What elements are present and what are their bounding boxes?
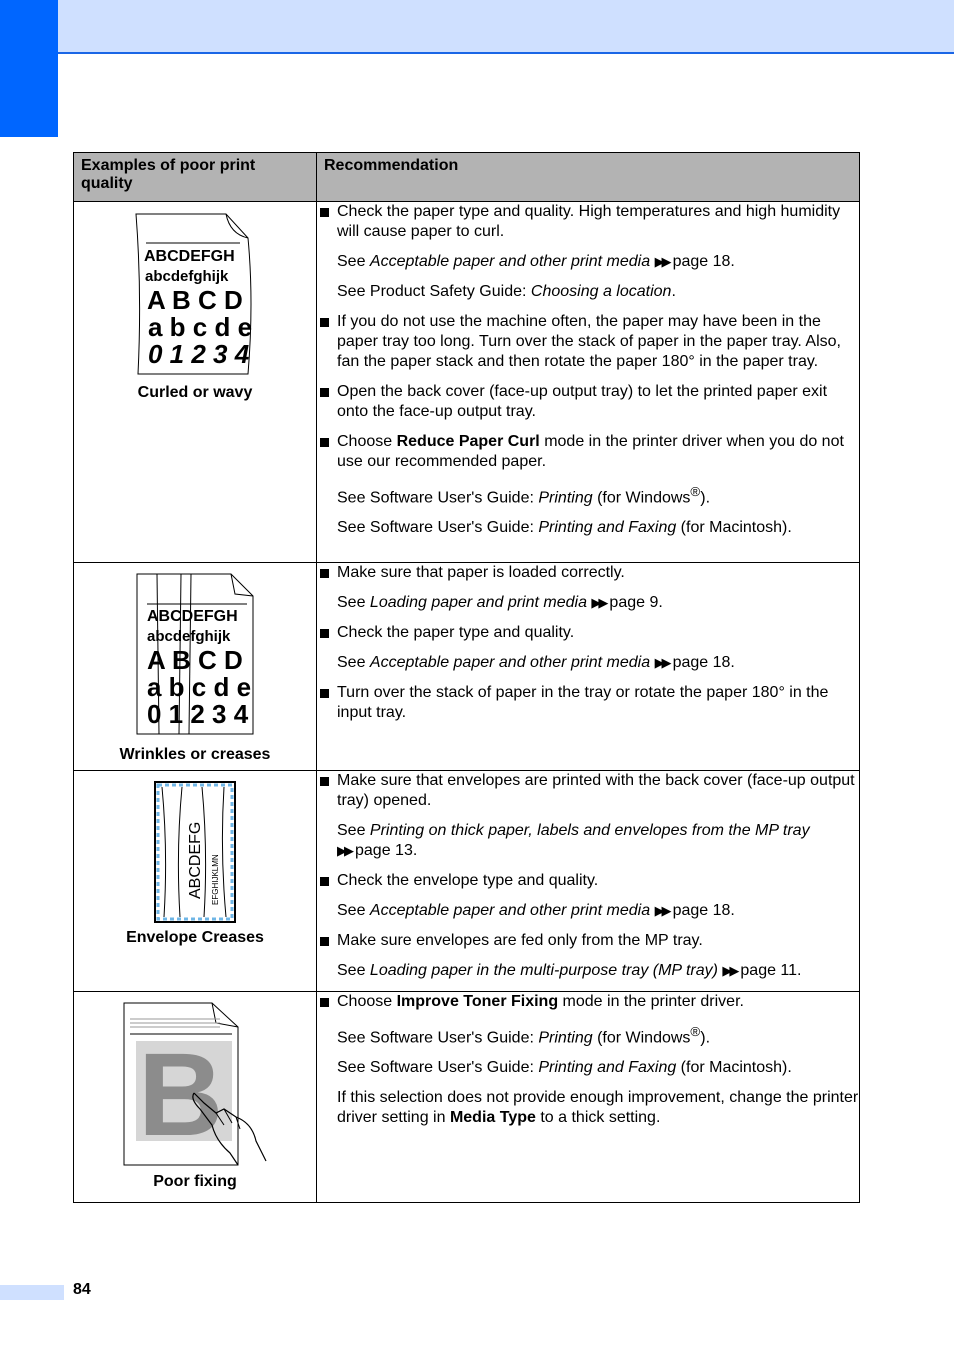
table-row [74, 202, 860, 563]
bullet-item [317, 312, 859, 372]
text-run: Turn over the stack of paper in the tray or rotate the paper 180° in the input tray. [337, 684, 829, 721]
double-arrow-icon: ▶▶ [337, 843, 351, 858]
text-run: (for Windows [592, 489, 691, 507]
example-cell [74, 771, 317, 992]
text-run: See [337, 962, 370, 979]
text-run: Printing and Faxing [538, 519, 677, 537]
sample-line-5: 0 1 2 3 4 [148, 339, 250, 369]
reference-note [317, 653, 859, 673]
reference-note [317, 252, 859, 272]
text-run [650, 654, 654, 671]
text-run: Printing and Faxing [538, 1059, 677, 1077]
reference-note [317, 961, 859, 981]
example-caption: Curled or wavy [137, 384, 253, 401]
text-run: Printing [538, 489, 593, 507]
reference-note [317, 1022, 859, 1048]
envelope-crease-illustration [154, 781, 236, 923]
text-run: Reduce Paper Curl [396, 433, 540, 450]
bullet-item [317, 992, 859, 1012]
curled-paper-illustration [130, 212, 260, 378]
recommendation-cell [317, 771, 860, 992]
sample-line-1: ABCDEFGH [144, 248, 235, 265]
text-run: Printing on thick paper, labels and envelopes from the MP tray [369, 822, 810, 839]
text-run: ). [700, 489, 711, 507]
text-run: See Software User's Guide: [337, 1029, 539, 1047]
text-run: See Software User's Guide: [337, 1059, 539, 1077]
reference-note [317, 518, 859, 538]
text-run: Choose [337, 993, 397, 1010]
text-run: Check the paper type and quality. [337, 624, 575, 641]
text-run: Check the envelope type and quality. [337, 872, 599, 889]
text-run: mode in the printer driver. [558, 993, 744, 1010]
recommendation-cell [317, 202, 860, 563]
text-run: Make sure envelopes are fed only from the MP tray. [337, 932, 703, 949]
recommendation-cell [317, 563, 860, 771]
sample-line-3: A B C D [147, 285, 243, 315]
poor-fixing-illustration [120, 1001, 270, 1167]
sample-line-4: a b c d e [147, 672, 252, 702]
text-run: If this selection does not provide enough improvement, change the printer driver setting in [337, 1089, 859, 1127]
bullet-item [317, 202, 859, 242]
chapter-tab [0, 0, 58, 137]
text-run: page 11. [740, 962, 802, 979]
sample-line-5: 0 1 2 3 4 [147, 699, 249, 729]
text-run: See [337, 594, 370, 611]
example-caption: Poor fixing [153, 1173, 237, 1190]
text-run: Improve Toner Fixing [396, 993, 559, 1010]
text-run: page 18. [672, 253, 735, 270]
text-run: Printing [538, 1029, 593, 1047]
double-arrow-icon: ▶▶ [591, 595, 606, 610]
double-arrow-icon: ▶▶ [722, 963, 737, 978]
text-run: ® [690, 484, 701, 499]
reference-note [317, 1058, 859, 1078]
table-header-row [74, 153, 860, 202]
sample-line-1: ABCDEFGH [147, 608, 238, 625]
wrinkled-paper-illustration [135, 572, 255, 738]
text-run: Media Type [449, 1109, 536, 1127]
double-arrow-icon: ▶▶ [654, 254, 669, 269]
bullet-item [317, 382, 859, 422]
bullet-item [317, 432, 859, 472]
text-run: mode in the printer driver when you do not use our recommended paper. [337, 433, 844, 470]
bullet-item [317, 683, 859, 723]
text-run: Open the back cover (face-up output tray) to let the printed paper exit onto the face-up output tray. [337, 383, 828, 420]
envelope-sample-text: ABCDEFG [187, 821, 204, 899]
text-run: Check the paper type and quality. High temperatures and high humidity will cause paper to curl. [337, 203, 841, 240]
sample-line-4: a b c d e [148, 312, 253, 342]
text-run: (for Windows [592, 1029, 691, 1047]
reference-note [317, 901, 859, 921]
text-run [650, 902, 654, 919]
example-cell [74, 992, 317, 1203]
reference-note [317, 482, 859, 508]
text-run: Acceptable paper and other print media [369, 902, 651, 919]
text-run [650, 253, 654, 270]
example-cell [74, 202, 317, 563]
text-run: (for Macintosh). [676, 1059, 792, 1077]
smudged-letter: B [138, 1029, 224, 1161]
reference-note [317, 282, 859, 302]
text-run: See Product Safety Guide: [337, 283, 531, 300]
text-run: See [337, 822, 370, 839]
text-run: page 18. [672, 902, 735, 919]
sample-line-3: A B C D [147, 645, 243, 675]
sample-line-2: abcdefghijk [145, 268, 229, 285]
header-recommendation: Recommendation [317, 153, 860, 202]
text-run: Acceptable paper and other print media [369, 654, 651, 671]
reference-note [317, 1088, 859, 1128]
text-run: page 18. [672, 654, 735, 671]
envelope-sample-small: EFGHIJKLMN [211, 854, 220, 905]
text-run: Make sure that envelopes are printed with the back cover (face-up output tray) opened. [337, 772, 855, 809]
print-quality-table [73, 152, 860, 1203]
text-run: See [337, 654, 370, 671]
example-caption: Envelope Creases [126, 929, 264, 946]
table-row [74, 771, 860, 992]
example-caption: Wrinkles or creases [119, 746, 271, 763]
text-run: See [337, 253, 370, 270]
bullet-item [317, 563, 859, 583]
header-band [0, 0, 954, 54]
double-arrow-icon: ▶▶ [654, 655, 669, 670]
text-run: ® [690, 1024, 701, 1039]
text-run: Choose [337, 433, 397, 450]
text-run: If you do not use the machine often, the paper may have been in the paper tray too long. Turn over the stack of paper in the paper tray. Also, fan the paper stack and then rotate the paper 180° in the paper tray. [337, 313, 841, 370]
text-run: (for Macintosh). [676, 519, 792, 537]
reference-note [317, 593, 859, 613]
text-run: See Software User's Guide: [337, 519, 539, 537]
header-examples: Examples of poor print quality [74, 153, 317, 202]
text-run: Loading paper in the multi-purpose tray (MP tray) [369, 962, 718, 979]
page-number: 84 [73, 1281, 91, 1298]
text-run: page 9. [609, 594, 663, 611]
bullet-item [317, 931, 859, 951]
example-cell [74, 563, 317, 771]
text-run: Choosing a location [530, 283, 672, 300]
footer-band [0, 1285, 64, 1300]
text-run: Make sure that paper is loaded correctly. [337, 564, 625, 581]
table-row [74, 563, 860, 771]
reference-note [317, 821, 859, 861]
bullet-item [317, 771, 859, 811]
bullet-item [317, 623, 859, 643]
table-row [74, 992, 860, 1203]
double-arrow-icon: ▶▶ [654, 903, 669, 918]
recommendation-cell [317, 992, 860, 1203]
sample-line-2: abcdefghijk [147, 628, 231, 645]
bullet-item [317, 871, 859, 891]
text-run: See Software User's Guide: [337, 489, 539, 507]
text-run: Loading paper and print media [369, 594, 587, 611]
text-run: ). [700, 1029, 711, 1047]
text-run: page 13. [355, 842, 418, 859]
text-run: to a thick setting. [535, 1109, 661, 1127]
text-run: Acceptable paper and other print media [369, 253, 651, 270]
text-run: . [671, 283, 676, 300]
text-run: See [337, 902, 370, 919]
